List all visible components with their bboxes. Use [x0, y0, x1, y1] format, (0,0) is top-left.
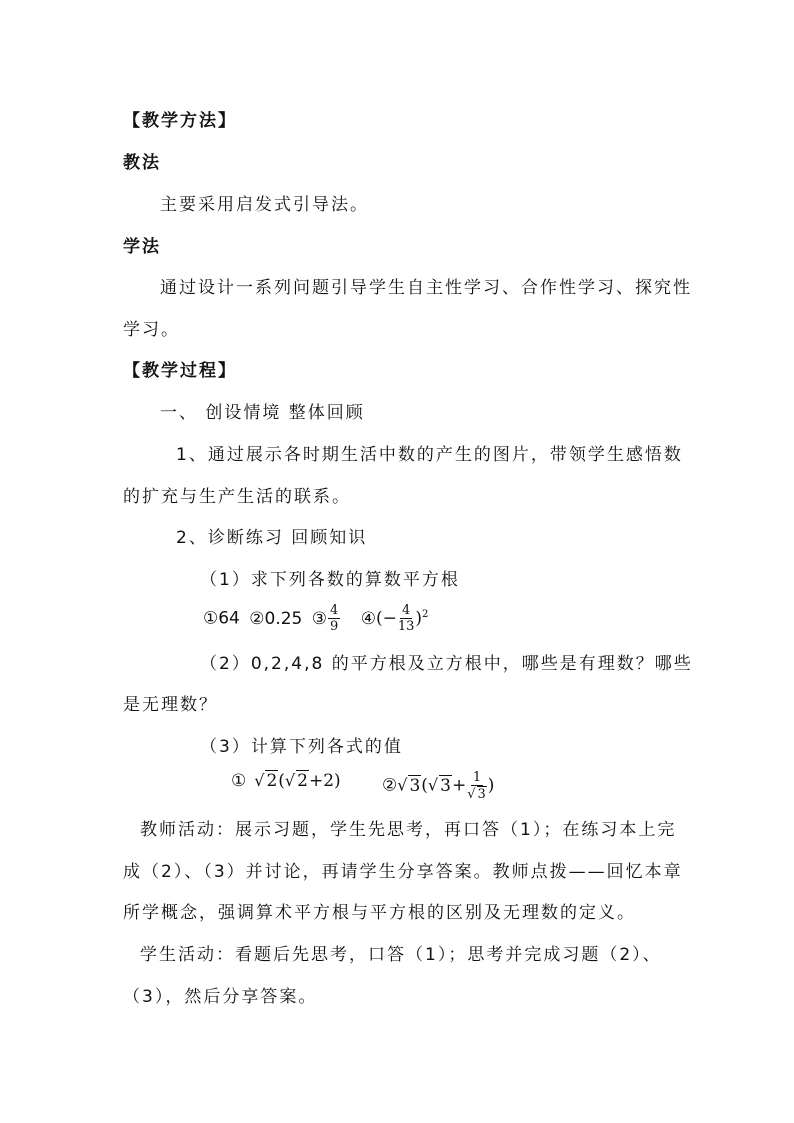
q3-b-open: ( [421, 775, 428, 796]
student-activity-line1: 学生活动：看题后先思考，口答（1）；思考并完成习题（2）、 [140, 945, 662, 965]
q3-b-radicand2: 3 [440, 775, 451, 796]
q1-c-denominator: 9 [330, 619, 339, 634]
heading-teaching-methods: 【教学方法】 [123, 111, 237, 131]
question1-options [203, 603, 428, 634]
q1-d-close: ) [415, 608, 423, 629]
question1-title: （1）求下列各数的算数平方根 [200, 570, 460, 590]
sqrt-symbol-icon: √ [254, 771, 265, 790]
q3-a-mark: ① [231, 771, 247, 791]
q1-c-numerator: 4 [330, 603, 339, 618]
item1-line2: 的扩充与生产生活的联系。 [123, 487, 351, 507]
item2-title: 2、诊断练习 回顾知识 [176, 528, 368, 548]
teacher-activity-line2: 成（2）、（3）并讨论，再请学生分享答案。教师点拨——回忆本章 [123, 862, 683, 882]
question3-expression-b [382, 770, 494, 802]
sqrt-symbol-icon: √ [284, 771, 296, 790]
heading-teaching-process: 【教学过程】 [123, 361, 237, 381]
q3-a-open: ( [278, 771, 285, 791]
q3-b-fraction [467, 770, 487, 802]
question3-expression-a [231, 770, 341, 791]
label-learning-method: 学法 [123, 237, 161, 257]
q1-d-exponent: 2 [422, 608, 429, 620]
q3-a-tail: +2) [308, 771, 341, 791]
q1-option-b: ②0.25 [249, 608, 303, 629]
q1-d-denominator: 13 [397, 619, 415, 634]
teacher-activity-line1: 教师活动：展示习题，学生先思考，再口答（1）；在练习本上完 [140, 820, 677, 840]
q3-b-denominator [467, 786, 487, 802]
q3-b-numerator: 1 [472, 770, 482, 785]
q1-option-a: ①64 [203, 608, 240, 629]
question3-title: （3）计算下列各式的值 [200, 737, 403, 757]
text-teaching-method: 主要采用启发式引导法。 [160, 195, 369, 215]
teacher-activity-line3: 所学概念，强调算术平方根与平方根的区别及无理数的定义。 [123, 903, 636, 923]
sqrt-symbol-icon: √ [467, 787, 476, 802]
q1-option-d-fraction [398, 603, 415, 634]
q3-a-radicand2: 2 [297, 771, 308, 791]
q3-b-mark: ② [382, 775, 398, 796]
q1-option-c-mark: ③ [311, 608, 328, 629]
q1-option-c-fraction [328, 603, 340, 634]
item1-line1: 1、通过展示各时期生活中数的产生的图片，带领学生感悟数 [176, 445, 683, 465]
q1-d-open: (− [375, 608, 397, 629]
q3-b-close: ) [487, 775, 495, 796]
question2-line1: （2）0,2,4,8 的平方根及立方根中，哪些是有理数？哪些 [200, 654, 693, 674]
section1-title: 一、 创设情境 整体回顾 [160, 403, 365, 423]
student-activity-line2: （3），然后分享答案。 [123, 987, 318, 1007]
sqrt-symbol-icon: √ [427, 775, 439, 795]
label-teaching-method: 教法 [123, 153, 161, 173]
q3-b-plus: + [451, 775, 467, 796]
text-learning-method-line2: 学习。 [123, 320, 180, 340]
question2-line2: 是无理数？ [123, 695, 218, 715]
q1-option-d-mark: ④ [360, 608, 376, 629]
q1-d-numerator: 4 [401, 603, 411, 618]
q3-a-radicand1: 2 [266, 771, 278, 791]
q3-b-radicand1: 3 [409, 775, 421, 796]
q3-b-den-radicand: 3 [477, 787, 486, 802]
sqrt-symbol-icon: √ [397, 775, 408, 795]
text-learning-method-line1: 通过设计一系列问题引导学生自主性学习、合作性学习、探究性 [160, 278, 692, 298]
